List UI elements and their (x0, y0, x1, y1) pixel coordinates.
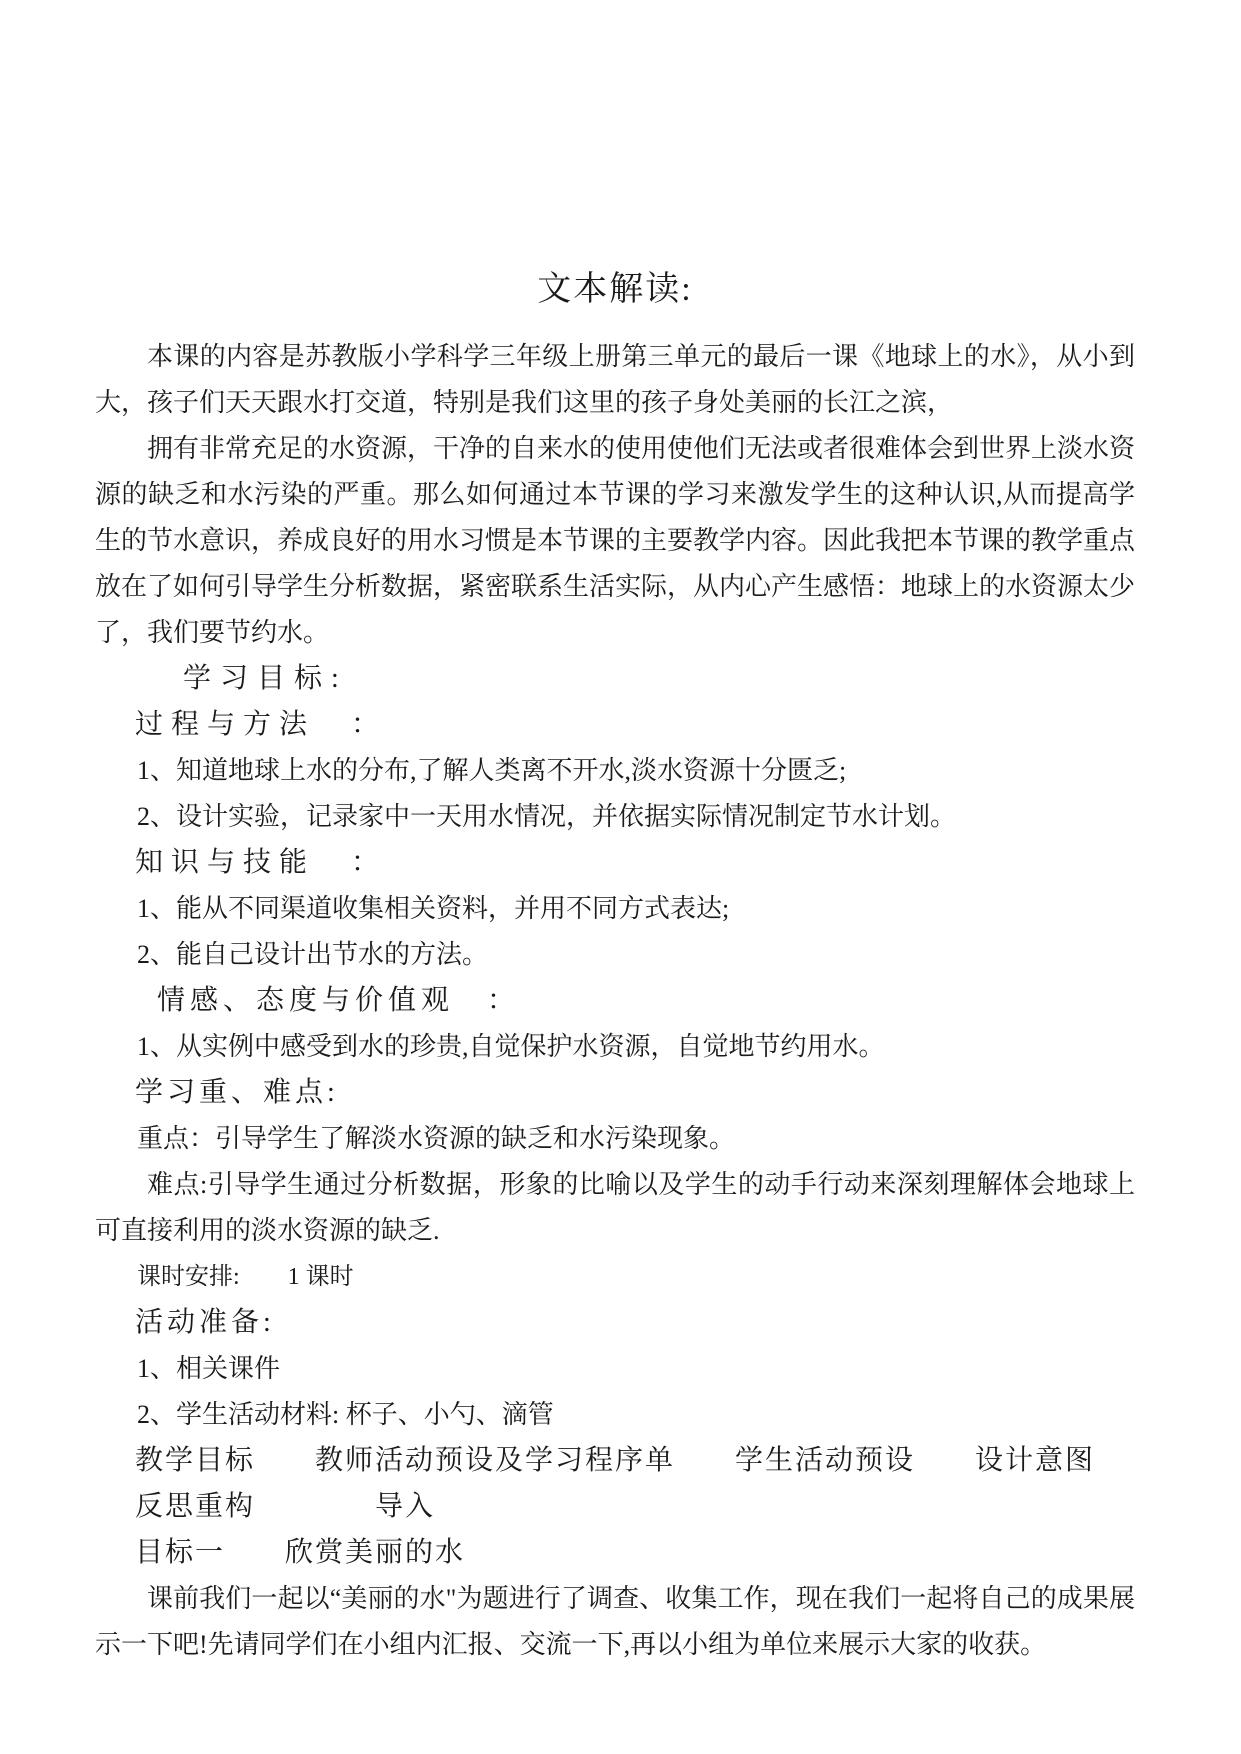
heading-knowledge-skills: 知识与技能 ： (135, 847, 388, 878)
doc-title: 文本解读: (537, 271, 693, 308)
process-method-item-1: 1、知道地球上水的分布,了解人类离不开水,淡水资源十分匮乏; (137, 756, 847, 785)
goal-one-heading: 目标一 欣赏美丽的水 (135, 1537, 466, 1568)
heading-process-methods: 过程与方法 ： (135, 709, 388, 740)
preparation-item-1: 1、相关课件 (137, 1354, 281, 1383)
heading-learning-goals: 学习目标: (183, 663, 348, 694)
heading-affect-values: 情感、态度与价值观 ： (157, 985, 521, 1016)
key-point-focus: 重点：引导学生了解淡水资源的缺乏和水污染现象。 (137, 1124, 736, 1153)
intro-paragraph-2: 拥有非常充足的水资源，干净的自来水的使用使他们无法或者很难体会到世界上淡水资源的缺乏和水污染的严重。那么如何通过本节课的学习来激发学生的这种认识,从而提高学生的节水意识，养成良好的用水习惯是本节课的主要教学内容。因此我把本节课的教学重点放在了如何引导学生分析数据，紧密联系生活实际，从内心产生感悟：地球上的水资源太少了，我们要节约水。 (95, 434, 1136, 647)
preparation-item-2: 2、学生活动材料: 杯子、小勺、滴管 (137, 1400, 554, 1429)
schedule-line: 课时安排: 1 课时 (137, 1264, 354, 1290)
heading-key-points: 学习重、难点: (135, 1077, 339, 1108)
plan-columns-heading: 教学目标 教师活动预设及学习程序单 学生活动预设 设计意图 (135, 1445, 1096, 1476)
affect-value-item-1: 1、从实例中感受到水的珍贵,自觉保护水资源，自觉地节约用水。 (137, 1032, 885, 1061)
knowledge-skill-item-1: 1、能从不同渠道收集相关资料，并用不同方式表达; (137, 894, 730, 923)
reflection-heading: 反思重构 导入 (135, 1491, 436, 1522)
process-method-item-2: 2、设计实验，记录家中一天用水情况，并依据实际情况制定节水计划。 (137, 802, 957, 831)
closing-paragraph: 课前我们一起以“美丽的水"为题进行了调查、收集工作，现在我们一起将自己的成果展示一下吧!先请同学们在小组内汇报、交流一下,再以小组为单位来展示大家的收获。 (95, 1584, 1135, 1659)
heading-preparation: 活动准备: (135, 1307, 275, 1338)
intro-paragraph-1: 本课的内容是苏教版小学科学三年级上册第三单元的最后一课《地球上的水》，从小到大，孩子们天天跟水打交道，特别是我们这里的孩子身处美丽的长江之滨， (95, 342, 1135, 417)
knowledge-skill-item-2: 2、能自己设计出节水的方法。 (137, 940, 489, 969)
key-point-difficulty: 难点:引导学生通过分析数据，形象的比喻以及学生的动手行动来深刻理解体会地球上可直接利用的淡水资源的缺乏. (95, 1170, 1135, 1245)
